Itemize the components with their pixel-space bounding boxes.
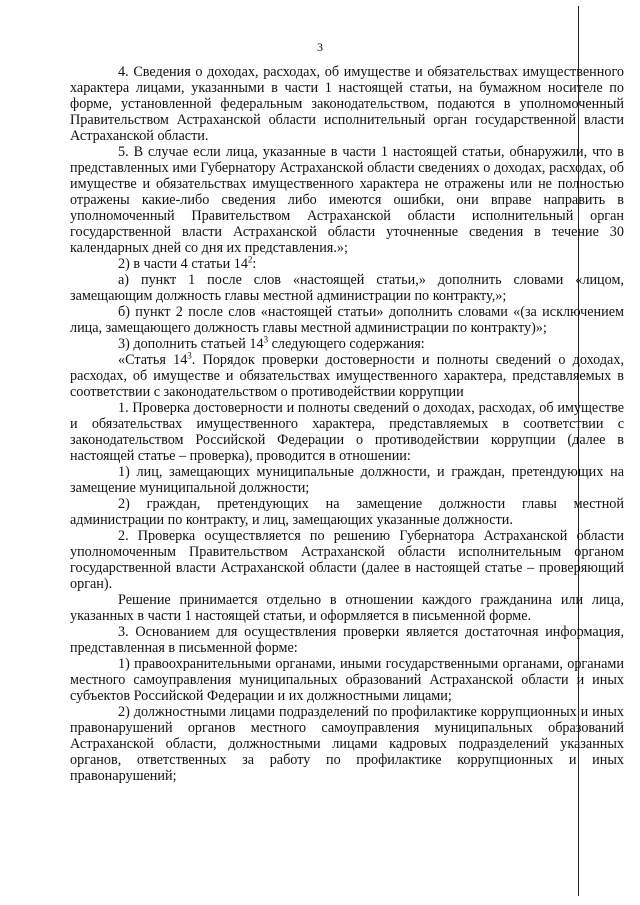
paragraph-check-list-1: 1) лиц, замещающих муниципальные должности, и граждан, претендующих на замещение муниципальной должности; <box>70 464 624 496</box>
paragraph-basis-list-2: 2) должностными лицами подразделений по профилактике коррупционных и иных правонарушений органов местного самоуправления муниципальных образований Астраханской области, должностными лицами кадровых подразделений указанных органов, ответственных за работу по профилактике коррупционных и иных правонарушений; <box>70 704 624 784</box>
paragraph-decision: Решение принимается отдельно в отношении каждого гражданина или лица, указанных в части 1 настоящей статьи, и оформляется в письменной форме. <box>70 592 624 624</box>
amendment-3-tail: следующего содержания: <box>268 336 425 352</box>
paragraph-check-list-2: 2) граждан, претендующих на замещение должности главы местной администрации по контракту, и лиц, замещающих указанные должности. <box>70 496 624 528</box>
amendment-3-text: 3) дополнить статьей 14 <box>118 336 264 352</box>
paragraph-subitem-a: а) пункт 1 после слов «настоящей статьи,» дополнить словами «лицом, замещающим должность главы местной администрации по контракту,»; <box>70 272 624 304</box>
paragraph-check-part-3: 3. Основанием для осуществления проверки является достаточная информация, представленная в письменной форме: <box>70 624 624 656</box>
document-body <box>70 64 624 784</box>
paragraph-check-part-2: 2. Проверка осуществляется по решению Губернатора Астраханской области уполномоченным Правительством Астраханской области исполнительным органом государственной власти Астраханской области (далее в настоящей статье – проверяющий орган). <box>70 528 624 592</box>
paragraph-article-title <box>70 352 624 400</box>
amendment-2-text: 2) в части 4 статьи 14 <box>118 256 248 272</box>
paragraph-basis-list-1: 1) правоохранительными органами, иными государственными органами, органами местного самоуправления муниципальных образований Астраханской области и иных субъектов Российской Федерации и их должностными лицами; <box>70 656 624 704</box>
paragraph-subitem-b: б) пункт 2 после слов «настоящей статьи» дополнить словами «(за исключением лица, замещающего должность главы местной администрации по контракту)»; <box>70 304 624 336</box>
amendment-3-superscript: 3 <box>263 334 269 345</box>
page-number: 3 <box>317 40 323 54</box>
amendment-2-tail: : <box>252 256 257 272</box>
paragraph-item-5-corrections: 5. В случае если лица, указанные в части 1 настоящей статьи, обнаружили, что в представленных ими Губернатору Астраханской области сведениях о доходах, расходах, об имуществе и обязательствах имущественного характера не отражены или не полностью отражены какие-либо сведения либо имеются ошибки, они вправе направить в уполномоченный Правительством Астраханской области исполнительный орган государственной власти Астраханской области уточненные сведения в течение 30 календарных дней со дня их представления.»; <box>70 144 624 256</box>
paragraph-amendment-2 <box>70 256 624 272</box>
article-title-text: «Статья 14 <box>118 352 188 368</box>
amendment-2-superscript: 2 <box>247 254 253 265</box>
article-title-tail: . Порядок проверки достоверности и полноты сведений о доходах, расходах, об имуществе и обязательствах имущественного характера, представляемых в соответствии с законодательством о противодействии коррупции <box>70 352 624 400</box>
paragraph-amendment-3 <box>70 336 624 352</box>
paragraph-check-part-1: 1. Проверка достоверности и полноты сведений о доходах, расходах, об имуществе и обязательствах имущественного характера, представляемых в соответствии с законодательством Российской Федерации о противодействии коррупции (далее в настоящей статье – проверка), проводится в отношении: <box>70 400 624 464</box>
paragraph-item-4-submission: 4. Сведения о доходах, расходах, об имуществе и обязательствах имущественного характера лицами, указанными в части 1 настоящей статьи, на бумажном носителе по форме, установленной федеральным законодательством, подаются в уполномоченный Правительством Астраханской области исполнительный орган государственной власти Астраханской области. <box>70 64 624 144</box>
article-title-superscript: 3 <box>187 350 192 361</box>
